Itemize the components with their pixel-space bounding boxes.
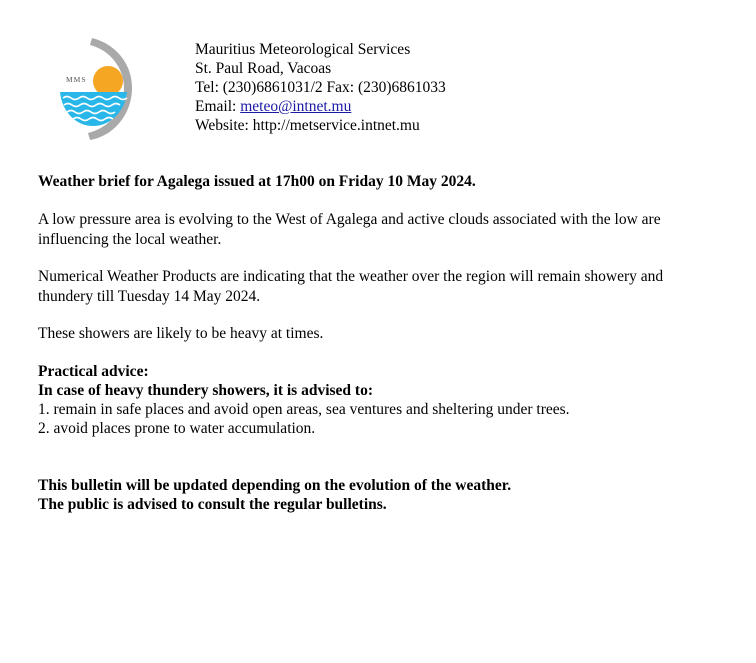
org-name: Mauritius Meteorological Services xyxy=(195,41,411,58)
org-website: Website: http://metservice.intnet.mu xyxy=(195,117,420,134)
footer-section xyxy=(38,476,698,514)
footer-line-1: This bulletin will be updated depending on the evolution of the weather. xyxy=(38,477,512,494)
footer-line-2: The public is advised to consult the regular bulletins. xyxy=(38,496,387,513)
advice-heading: Practical advice: xyxy=(38,363,149,380)
org-address: St. Paul Road, Vacoas xyxy=(195,60,332,77)
email-label: Email: xyxy=(195,98,241,115)
brief-title: Weather brief for Agalega issued at 17h00 on Friday 10 May 2024. xyxy=(38,173,476,190)
org-email-line xyxy=(195,97,446,116)
advice-section xyxy=(38,362,698,438)
advice-item: 2. avoid places prone to water accumulation. xyxy=(38,420,316,437)
advice-subheading: In case of heavy thundery showers, it is advised to: xyxy=(38,382,373,399)
email-link[interactable]: meteo@intnet.mu xyxy=(240,98,352,115)
header-contact xyxy=(195,40,446,135)
brief-paragraph-2: Numerical Weather Products are indicating that the weather over the region will remain showery and thundery till Tuesday 14 May 2024. xyxy=(38,268,664,305)
brief-paragraph-1: A low pressure area is evolving to the West of Agalega and active clouds associated with the low are influencing the local weather. xyxy=(38,211,661,248)
logo-text: MMS xyxy=(66,75,87,84)
logo-sun xyxy=(93,66,123,96)
org-tel: Tel: (230)6861031/2 Fax: (230)6861033 xyxy=(195,79,446,96)
mms-logo xyxy=(54,36,134,142)
advice-item: 1. remain in safe places and avoid open areas, sea ventures and sheltering under trees. xyxy=(38,401,570,418)
brief-paragraph-3: These showers are likely to be heavy at times. xyxy=(38,325,324,342)
